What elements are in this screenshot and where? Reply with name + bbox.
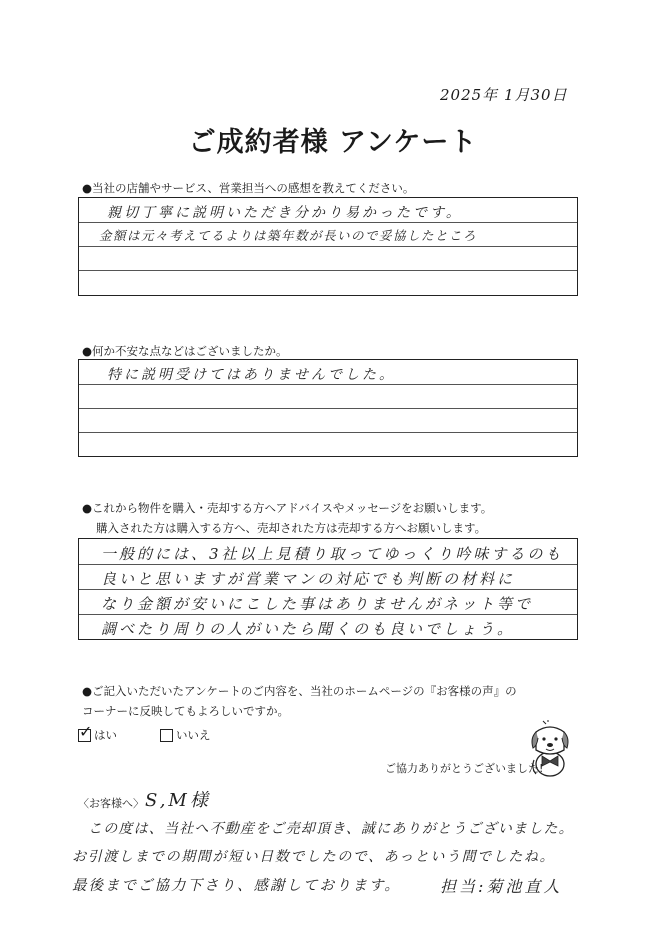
message-label: 〈お客様へ〉 [78,797,144,810]
question-2: ●何か不安な点などはございましたか。 [82,344,288,358]
message-line-1: この度は、当社へ不動産をご売却頂き、誠にありがとうございました。 [88,821,574,837]
answer-3-line-1: 一般的には、3社以上見積り取ってゆっくり吟味するのも [101,545,564,563]
checkbox-yes[interactable] [78,722,93,742]
thanks-message: ご協力ありがとうございました! [385,762,544,775]
question-3: ●これから物件を購入・売却する方へアドバイスやメッセージをお願いします。 [82,501,493,515]
question-4-line-2: コーナーに反映してもよろしいですか。 [82,704,289,718]
customer-name: S,M様 [145,790,211,811]
answer-3-line-3: なり金額が安いにこした事はありませんがネット等で [101,595,534,613]
page-title: ご成約者様 アンケート [188,127,478,158]
question-1: ●当社の店舗やサービス、営業担当への感想を教えてください。 [82,181,415,195]
option-yes-label: はい [94,728,117,742]
staff-signature: 担当:菊池直人 [440,877,563,896]
answer-box-2[interactable] [78,359,578,457]
answer-3-line-4: 調べたり周りの人がいたら聞くのも良いでしょう。 [101,620,516,638]
message-line-3: 最後までご協力下さり、感謝しております。 [72,878,401,894]
message-line-2: お引渡しまでの期間が短い日数でしたので、あっという間でしたね。 [72,849,556,865]
answer-2-line-1: 特に説明受けてはありませんでした。 [107,367,396,383]
checkbox-no[interactable] [160,729,173,742]
answer-1-line-2: 金額は元々考えてるよりは築年数が長いので妥協したところ [99,228,478,243]
answer-box-3[interactable] [78,538,578,640]
answer-3-line-2: 良いと思いますが営業マンの対応でも判断の材料に [101,570,516,588]
question-3-sub: 購入された方は購入する方へ、売却された方は売却する方へお願いします。 [96,521,487,535]
option-no-label: いいえ [176,728,211,742]
question-4-line-1: ●ご記入いただいたアンケートのご内容を、当社のホームページの『お客様の声』の [82,684,517,698]
answer-box-1[interactable] [78,197,578,296]
survey-date: 2025年 1月30日 [440,86,568,104]
option-no[interactable] [160,727,211,743]
check-mark-icon: ✓ [79,722,93,741]
answer-1-line-1: 親切丁寧に説明いただき分かり易かったです。 [107,205,463,221]
option-yes[interactable] [78,722,117,743]
